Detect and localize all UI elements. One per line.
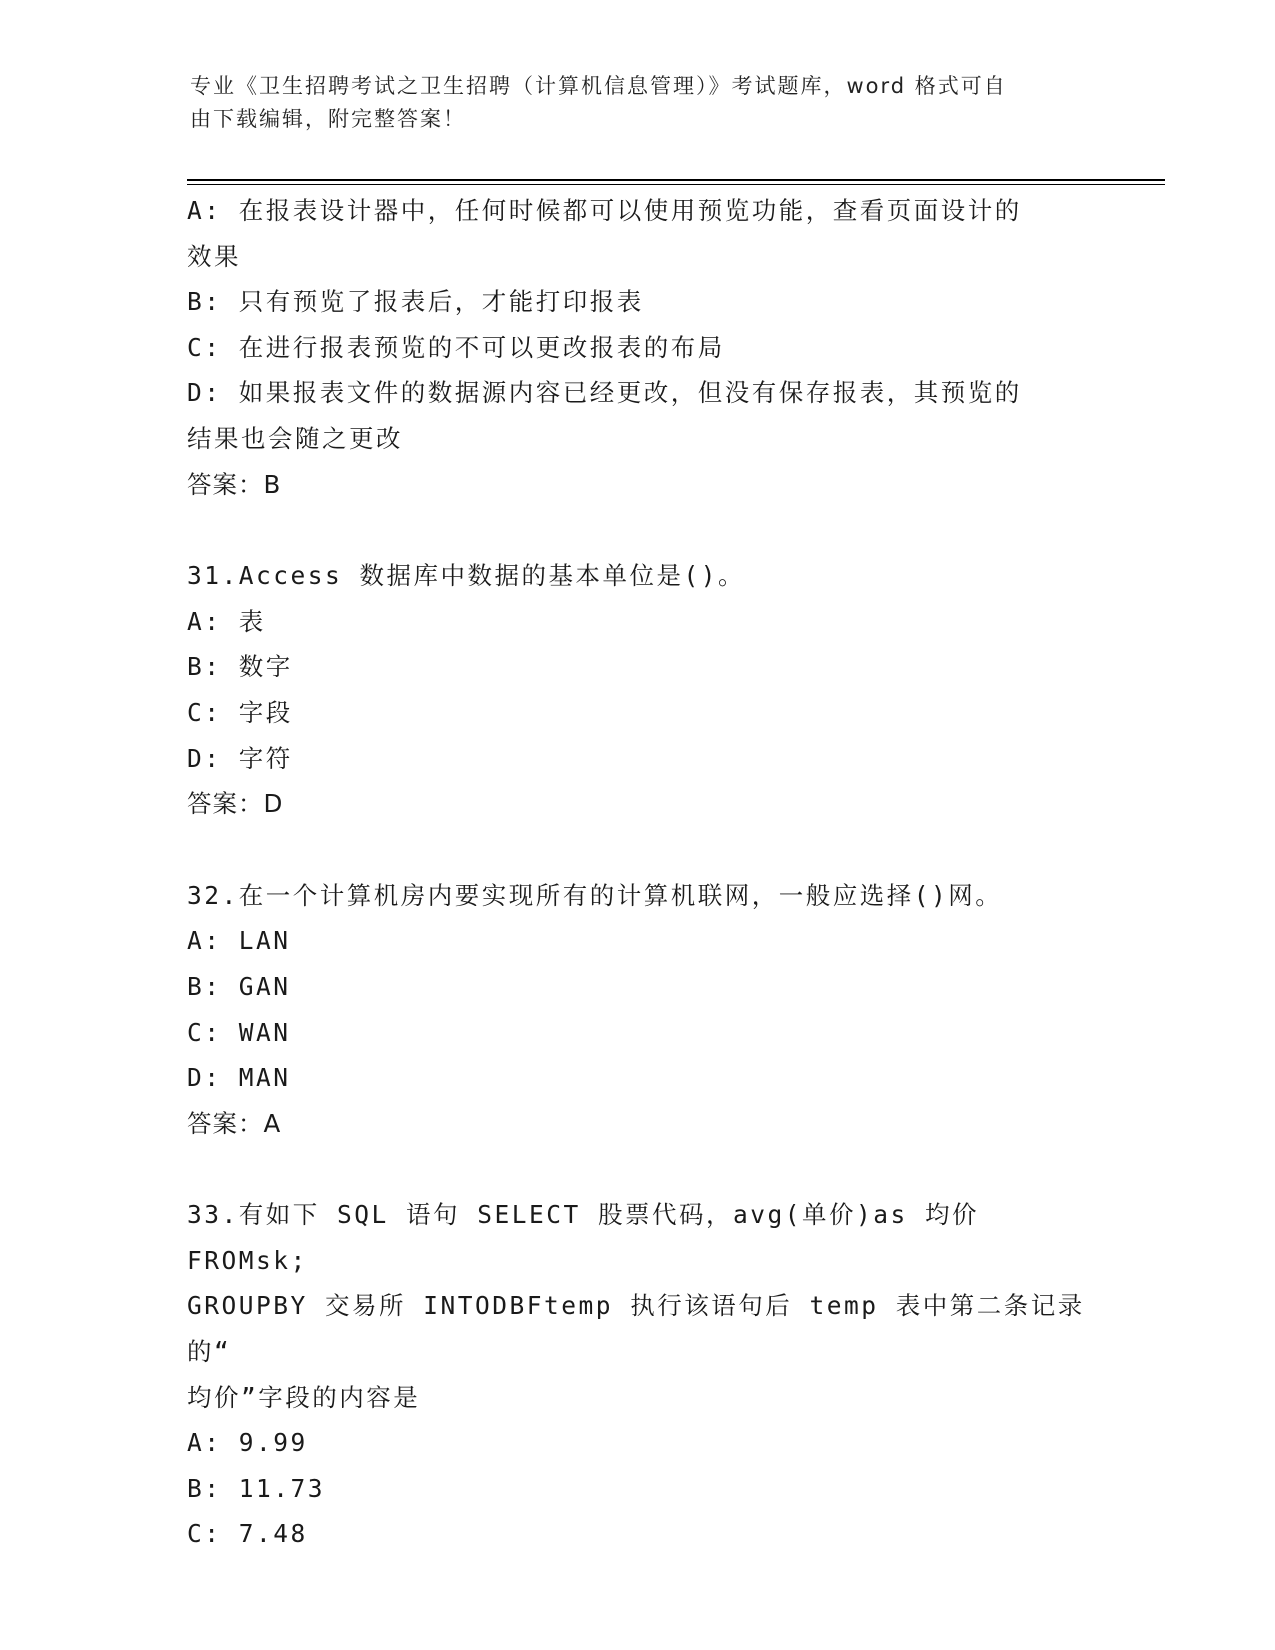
- option-a: A: LAN: [187, 926, 291, 956]
- option-b: B: GAN: [187, 971, 291, 1001]
- question-32-block: [187, 873, 1087, 1147]
- answer: 答案：A: [187, 1108, 282, 1138]
- spacer: [187, 1146, 1087, 1192]
- header-divider-thin: [187, 184, 1165, 185]
- question-text-line-3: 均价”字段的内容是: [187, 1382, 421, 1412]
- document-header: [190, 70, 1090, 136]
- answer: 答案：D: [187, 789, 284, 819]
- option-c: C: 字段: [187, 697, 293, 727]
- option-b: B: 11.73: [187, 1473, 326, 1503]
- option-b: B: 只有预览了报表后，才能打印报表: [187, 287, 644, 317]
- option-c: C: 在进行报表预览的不可以更改报表的布局: [187, 332, 725, 362]
- option-a: A: 表: [187, 606, 266, 636]
- option-b: B: 数字: [187, 652, 293, 682]
- question-30-block: [187, 188, 1087, 507]
- option-d-line-2: 结果也会随之更改: [187, 423, 403, 453]
- question-33-block: [187, 1192, 1087, 1557]
- header-line-1: 专业《卫生招聘考试之卫生招聘（计算机信息管理）》考试题库，word 格式可自: [190, 74, 1007, 98]
- option-d-line-1: D: 如果报表文件的数据源内容已经更改，但没有保存报表，其预览的: [187, 378, 1022, 408]
- document-body: [187, 188, 1087, 1557]
- option-d: D: 字符: [187, 743, 293, 773]
- option-a: A: 9.99: [187, 1428, 308, 1458]
- question-text-line-2: GROUPBY 交易所 INTODBFtemp 执行该语句后 temp 表中第二条记录的“: [187, 1291, 1085, 1367]
- header-divider-thick: [187, 179, 1165, 181]
- answer: 答案：B: [187, 469, 282, 499]
- option-a-line-1: A: 在报表设计器中，任何时候都可以使用预览功能，查看页面设计的: [187, 196, 1022, 225]
- option-c: C: 7.48: [187, 1519, 308, 1549]
- question-text-line-1: 33.有如下 SQL 语句 SELECT 股票代码，avg(单价)as 均价 FROMsk;: [187, 1200, 997, 1275]
- header-line-2: 由下载编辑，附完整答案！: [190, 107, 466, 131]
- spacer: [187, 827, 1087, 873]
- option-c: C: WAN: [187, 1017, 291, 1047]
- question-31-block: [187, 553, 1087, 827]
- question-text: 31.Access 数据库中数据的基本单位是()。: [187, 561, 746, 591]
- spacer: [187, 507, 1087, 553]
- option-a-line-2: 效果: [187, 241, 241, 271]
- option-d: D: MAN: [187, 1063, 291, 1093]
- question-text: 32.在一个计算机房内要实现所有的计算机联网，一般应选择()网。: [187, 880, 1003, 910]
